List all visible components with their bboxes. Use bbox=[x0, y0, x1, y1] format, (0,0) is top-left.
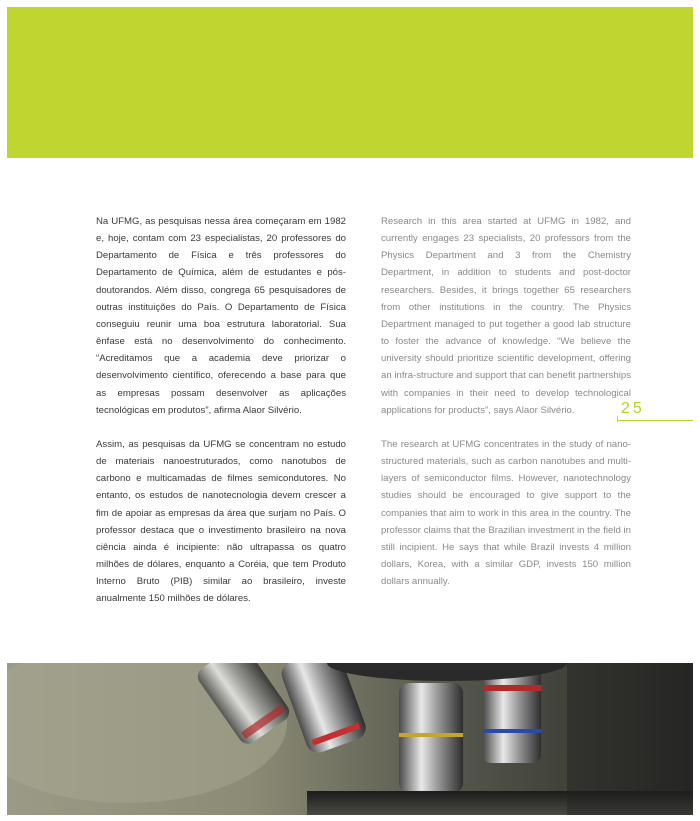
microscope-photo bbox=[7, 663, 693, 815]
microscope-illustration bbox=[7, 663, 693, 815]
paragraph-pt-1: Na UFMG, as pesquisas nessa área começaram em 1982 e, hoje, contam com 23 especialistas, 20 professores do Departamento de Física e três professores do Departamento de Química, além de estudantes e pós-doutorandos. Além disso, congrega 65 pesquisadores de outras instituições do País. O Departamento de Física conseguiu reunir uma boa estrutura laboratorial. Sua ênfase está no desenvolvimento do conhecimento. “Acreditamos que a academia deve priorizar o desenvolvimento científico, oferecendo a base para que as empresas possam desenvolver as aplicações tecnológicas em produtos”, afirma Alaor Silvério. bbox=[96, 216, 346, 416]
green-header-banner bbox=[7, 7, 693, 158]
page-number-rule bbox=[617, 420, 693, 421]
paragraph-en-2: The research at UFMG concentrates in the study of nano-structured materials, such as carbon nanotubes and multi-layers of semiconductor films. However, nanotechnology studies should be encouraged to give support to the companies that aim to work in this area in the country. The professor claims that the Brazilian investment in the field in still incipient. He says that while Brazil invests 4 million dollars, Korea, with a similar GDP, invests 150 million dollars annually. bbox=[381, 438, 631, 588]
portuguese-text-column bbox=[96, 213, 346, 624]
english-text-column bbox=[381, 213, 631, 607]
page-number: 25 bbox=[621, 400, 645, 417]
paragraph-en-1: Research in this area started at UFMG in 1982, and currently engages 23 specialists, 20 professors from the Physics Department and 3 from the Chemistry Department, in addition to students and post-doctor researchers. Besides, it brings together 65 researchers from other institutions in the country. The Physics Department managed to put together a good lab structure to foster the advance of knowledge. “We believe the university should prioritize scientific development, offering an infra-structure and support that can benefit partnerships with companies in their need to develop technological applications for products”, says Alaor Silvério. bbox=[381, 216, 631, 416]
paragraph-pt-2: Assim, as pesquisas da UFMG se concentram no estudo de materiais nanoestruturados, como nanotubos de carbono e multicamadas de filmes semicondutores. No entanto, os estudos de nanotecnologia devem crescer a fim de apoiar as empresas da área que surjam no País. O professor destaca que o investimento brasileiro na nova ciência ainda é incipiente: não ultrapassa os quatro milhões de dólares, enquanto a Coréia, que tem Produto Interno Bruto (PIB) similar ao brasileiro, investe anualmente 150 milhões de dólares. bbox=[96, 438, 346, 605]
page-number-rule-tick bbox=[617, 416, 618, 422]
